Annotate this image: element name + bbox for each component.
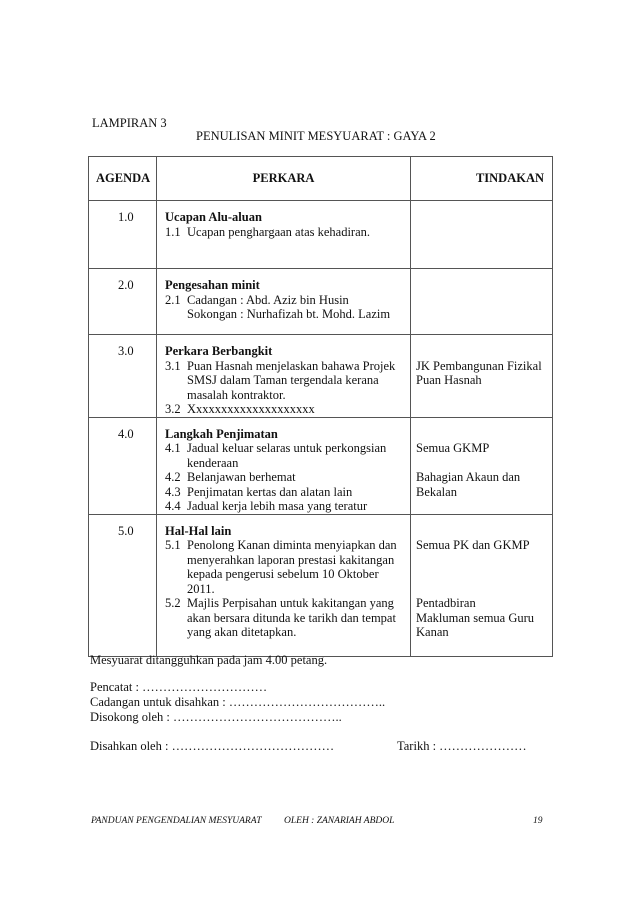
item-text-line: 2011. bbox=[187, 581, 215, 596]
item-text bbox=[187, 225, 406, 240]
perkara-cell bbox=[157, 201, 411, 269]
appendix-label: LAMPIRAN 3 bbox=[92, 116, 167, 130]
date-line: Tarikh : ………………… bbox=[397, 739, 527, 753]
agenda-item bbox=[165, 499, 406, 514]
item-text-line: Ucapan penghargaan atas kehadiran. bbox=[187, 224, 371, 239]
agenda-item bbox=[165, 225, 406, 240]
agenda-item bbox=[165, 538, 406, 596]
agenda-title: Ucapan Alu-aluan bbox=[165, 210, 262, 224]
tindakan-line: JK Pembangunan Fizikal bbox=[416, 358, 542, 373]
header-perkara: PERKARA bbox=[157, 157, 411, 201]
item-text-line: SMSJ dalam Taman tergendala kerana bbox=[187, 373, 379, 387]
tindakan-line bbox=[416, 553, 548, 568]
item-text-line: Cadangan : Abd. Aziz bin Husin bbox=[187, 292, 349, 307]
minutes-table bbox=[88, 156, 553, 657]
item-text bbox=[187, 499, 406, 514]
agenda-title: Pengesahan minit bbox=[165, 278, 260, 292]
item-text-line: kenderaan bbox=[187, 455, 239, 470]
tindakan-line: Semua PK dan GKMP bbox=[416, 538, 530, 552]
tindakan-line: Puan Hasnah bbox=[416, 373, 482, 387]
item-number: 3.1 bbox=[165, 358, 181, 373]
item-text-line: Penjimatan kertas dan alatan lain bbox=[187, 484, 353, 499]
item-text-line: akan bersara ditunda ke tarikh dan tempat bbox=[187, 610, 396, 625]
agenda-number: 1.0 bbox=[89, 201, 157, 269]
tindakan-line: Kanan bbox=[416, 625, 449, 639]
item-text-line: Belanjawan berhemat bbox=[187, 470, 296, 484]
item-text-line: kepada pengerusi sebelum 10 Oktober bbox=[187, 567, 379, 581]
agenda-item bbox=[165, 470, 406, 485]
agenda-item bbox=[165, 293, 406, 322]
agenda-title: Hal-Hal lain bbox=[165, 523, 232, 538]
item-text-line: Majlis Perpisahan untuk kakitangan yang bbox=[187, 596, 394, 610]
agenda-item bbox=[165, 485, 406, 500]
item-text bbox=[187, 359, 406, 403]
perkara-cell bbox=[157, 514, 411, 656]
tindakan-line: Makluman semua Guru bbox=[416, 610, 535, 625]
perkara-cell bbox=[157, 335, 411, 418]
agenda-number: 5.0 bbox=[89, 514, 157, 656]
item-text bbox=[187, 470, 406, 485]
table-body bbox=[89, 201, 553, 657]
tindakan-line: Bahagian Akaun dan bbox=[416, 470, 521, 484]
item-text-line: Puan Hasnah menjelaskan bahawa Projek bbox=[187, 358, 396, 373]
item-text-line: Xxxxxxxxxxxxxxxxxxxx bbox=[187, 402, 315, 416]
tindakan-line bbox=[416, 582, 548, 597]
item-text-line: Sokongan : Nurhafizah bt. Mohd. Lazim bbox=[187, 307, 391, 321]
item-number: 2.1 bbox=[165, 292, 181, 307]
item-text-line: menyerahkan laporan prestasi kakitangan bbox=[187, 552, 395, 567]
table-row bbox=[89, 514, 553, 656]
item-text bbox=[187, 538, 406, 596]
tindakan-cell bbox=[411, 417, 553, 514]
item-text-line: Jadual keluar selaras untuk perkongsian bbox=[187, 441, 387, 455]
perkara-cell bbox=[157, 417, 411, 514]
item-text bbox=[187, 485, 406, 500]
approved-by-line: Disahkan oleh : ………………………………… bbox=[90, 739, 335, 753]
agenda-title: Langkah Penjimatan bbox=[165, 426, 278, 441]
agenda-item bbox=[165, 359, 406, 403]
table-row bbox=[89, 417, 553, 514]
header-tindakan: TINDAKAN bbox=[411, 157, 553, 201]
agenda-item bbox=[165, 441, 406, 470]
recorder-line: Pencatat : ………………………… bbox=[90, 680, 268, 694]
item-number: 5.1 bbox=[165, 538, 181, 552]
tindakan-cell bbox=[411, 201, 553, 269]
item-number: 4.2 bbox=[165, 470, 181, 484]
tindakan-line: Pentadbiran bbox=[416, 596, 476, 610]
agenda-number: 4.0 bbox=[89, 417, 157, 514]
item-number: 3.2 bbox=[165, 402, 181, 416]
agenda-number: 3.0 bbox=[89, 335, 157, 418]
table-row bbox=[89, 269, 553, 335]
tindakan-cell bbox=[411, 514, 553, 656]
adjournment-note: Mesyuarat ditangguhkan pada jam 4.00 petang. bbox=[90, 653, 328, 667]
item-number: 4.3 bbox=[165, 484, 181, 499]
table-header-row bbox=[89, 157, 553, 201]
table-row bbox=[89, 201, 553, 269]
table-row bbox=[89, 335, 553, 418]
item-number: 5.2 bbox=[165, 596, 181, 610]
item-number: 4.1 bbox=[165, 441, 181, 455]
item-number: 1.1 bbox=[165, 224, 181, 239]
item-text bbox=[187, 441, 406, 470]
tindakan-line: Semua GKMP bbox=[416, 441, 490, 455]
item-text-line: Jadual kerja lebih masa yang teratur bbox=[187, 499, 368, 513]
perkara-cell bbox=[157, 269, 411, 335]
item-text bbox=[187, 596, 406, 640]
agenda-item bbox=[165, 596, 406, 640]
seconded-by-line: Disokong oleh : ………………………………….. bbox=[90, 710, 342, 724]
tindakan-line bbox=[416, 456, 548, 471]
header-agenda: AGENDA bbox=[89, 157, 157, 201]
agenda-number: 2.0 bbox=[89, 269, 157, 335]
tindakan-cell bbox=[411, 335, 553, 418]
item-text-line: Penolong Kanan diminta menyiapkan dan bbox=[187, 538, 397, 552]
agenda-title: Perkara Berbangkit bbox=[165, 344, 273, 358]
tindakan-line bbox=[416, 567, 548, 582]
agenda-item bbox=[165, 402, 406, 417]
footer-guide-title: PANDUAN PENGENDALIAN MESYUARAT bbox=[91, 816, 262, 826]
document-title: PENULISAN MINIT MESYUARAT : GAYA 2 bbox=[196, 129, 436, 143]
item-text bbox=[187, 293, 406, 322]
item-number: 4.4 bbox=[165, 499, 181, 513]
item-text bbox=[187, 402, 406, 417]
item-text-line: yang akan ditetapkan. bbox=[187, 625, 297, 639]
tindakan-line: Bekalan bbox=[416, 484, 457, 499]
tindakan-cell bbox=[411, 269, 553, 335]
footer-author: OLEH : ZANARIAH ABDOL bbox=[284, 816, 395, 826]
proposed-by-line: Cadangan untuk disahkan : ……………………………….. bbox=[90, 695, 386, 709]
item-text-line: masalah kontraktor. bbox=[187, 387, 286, 402]
page-number: 19 bbox=[533, 816, 543, 826]
